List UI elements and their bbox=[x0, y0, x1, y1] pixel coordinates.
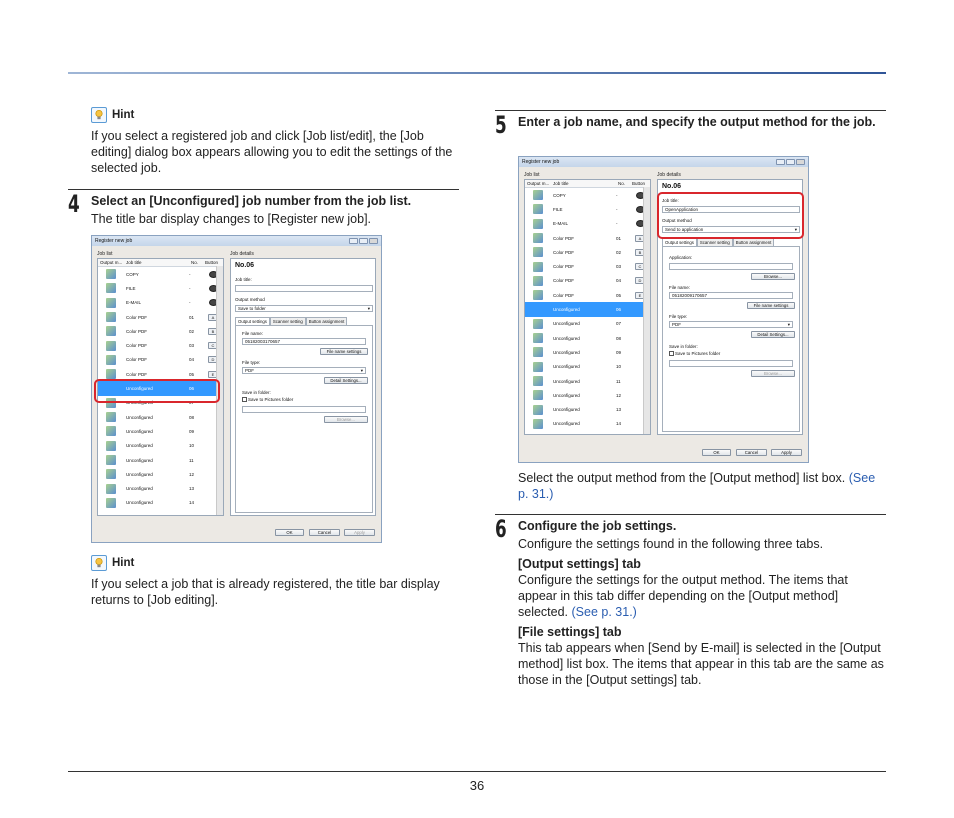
browse-button[interactable]: Browse... bbox=[324, 416, 368, 423]
job-title-cell: Unconfigured bbox=[126, 386, 153, 392]
job-title-cell: Color PDF bbox=[126, 357, 148, 363]
job-title-cell: Color PDF bbox=[553, 235, 575, 241]
job-number-cell: - bbox=[616, 192, 618, 198]
button-assignment-chip: A bbox=[208, 314, 218, 321]
job-number-cell: - bbox=[189, 271, 191, 277]
job-list-row[interactable] bbox=[98, 324, 223, 338]
output-method-icon bbox=[106, 412, 116, 422]
step-number: 6 bbox=[495, 515, 507, 543]
button-assignment-chip: C bbox=[208, 342, 218, 349]
job-number-cell: 06 bbox=[189, 386, 195, 392]
hint-heading bbox=[91, 107, 459, 123]
file-type-label: File type: bbox=[669, 314, 688, 319]
job-details-label: Job details bbox=[657, 172, 681, 178]
job-number-cell: 08 bbox=[616, 335, 622, 341]
job-number-cell: - bbox=[189, 285, 191, 291]
job-number-cell: 05 bbox=[189, 371, 195, 377]
job-title-cell: FILE bbox=[553, 206, 563, 212]
output-method-icon bbox=[106, 426, 116, 436]
step-rule bbox=[68, 189, 459, 190]
tab-scanner-setting[interactable]: Scanner setting bbox=[270, 317, 306, 325]
output-method-icon bbox=[533, 190, 543, 200]
job-list-row[interactable] bbox=[525, 402, 650, 416]
job-title-cell: Unconfigured bbox=[126, 500, 153, 506]
list-scrollbar[interactable] bbox=[643, 187, 650, 434]
job-details-pane bbox=[230, 258, 376, 516]
browse-application-button[interactable]: Browse... bbox=[751, 273, 795, 280]
job-list-row[interactable] bbox=[525, 302, 650, 316]
job-title-cell: FILE bbox=[126, 285, 136, 291]
job-list-row[interactable] bbox=[525, 374, 650, 388]
output-method-icon bbox=[533, 219, 543, 229]
output-method-icon bbox=[533, 290, 543, 300]
step-6 bbox=[495, 515, 886, 688]
job-title-cell: Unconfigured bbox=[126, 400, 153, 406]
tab-button-assignment[interactable]: Button assignment bbox=[306, 317, 348, 325]
job-list-row[interactable] bbox=[525, 417, 650, 431]
job-list-row[interactable] bbox=[98, 410, 223, 424]
button-assignment-chip: E bbox=[208, 371, 218, 378]
file-name-input[interactable]: 05182009170657 bbox=[669, 292, 793, 299]
job-title-label: Job title: bbox=[662, 198, 679, 203]
job-list-row[interactable] bbox=[98, 439, 223, 453]
hint-label: Hint bbox=[112, 109, 135, 121]
file-name-label: File name: bbox=[242, 331, 264, 336]
job-title-cell: Unconfigured bbox=[126, 428, 153, 434]
job-list-row[interactable] bbox=[98, 310, 223, 324]
job-number-cell: 10 bbox=[616, 364, 622, 370]
page-number: 36 bbox=[469, 778, 485, 793]
output-method-icon bbox=[533, 262, 543, 272]
job-number-cell: 14 bbox=[616, 421, 622, 427]
job-title-cell: Unconfigured bbox=[126, 443, 153, 449]
highlight-box bbox=[94, 379, 220, 406]
output-method-icon bbox=[533, 319, 543, 329]
job-title-cell: Unconfigured bbox=[553, 378, 580, 384]
job-list-label: Job list bbox=[97, 251, 113, 257]
hint-heading bbox=[91, 555, 459, 571]
job-number-cell: 07 bbox=[616, 321, 622, 327]
job-number-cell: 04 bbox=[189, 357, 195, 363]
dialog-title: Register new job bbox=[522, 159, 560, 165]
output-method-icon bbox=[533, 276, 543, 286]
job-title-cell: Unconfigured bbox=[553, 392, 580, 398]
tab-panel bbox=[235, 325, 373, 513]
job-number-cell: 01 bbox=[189, 314, 195, 320]
file-name-settings-button[interactable]: File name settings bbox=[320, 348, 368, 355]
output-method-icon bbox=[533, 233, 543, 243]
job-number-cell: 06 bbox=[616, 307, 622, 313]
save-in-folder-label: Save in folder: bbox=[242, 390, 271, 395]
left-column bbox=[91, 107, 459, 176]
job-number-cell: 14 bbox=[189, 500, 195, 506]
application-input[interactable] bbox=[669, 263, 793, 270]
job-list-row[interactable] bbox=[98, 296, 223, 310]
step-title: Enter a job name, and specify the output method for the job. bbox=[518, 115, 876, 129]
output-method-icon bbox=[106, 298, 116, 308]
cancel-button[interactable]: Cancel bbox=[309, 529, 340, 536]
apply-button[interactable]: Apply bbox=[771, 449, 802, 456]
output-method-icon bbox=[533, 204, 543, 214]
hint-text: If you select a job that is already registered, the title bar display returns to [Job editing]. bbox=[91, 577, 440, 607]
tab-button-assignment[interactable]: Button assignment bbox=[733, 238, 775, 246]
job-title-cell: Color PDF bbox=[126, 314, 148, 320]
output-method-icon bbox=[533, 347, 543, 357]
job-list-row[interactable] bbox=[98, 353, 223, 367]
apply-button[interactable]: Apply bbox=[344, 529, 375, 536]
step-4 bbox=[68, 190, 459, 227]
output-method-icon bbox=[106, 326, 116, 336]
job-title-cell: E-MAIL bbox=[553, 221, 569, 227]
button-assignment-chip: D bbox=[635, 277, 645, 284]
hint-text: If you select a registered job and click [Job list/edit], the [Job editing] dialog box appears allowing you to edit the settings of the selected job. bbox=[91, 129, 453, 175]
job-number-cell: 09 bbox=[189, 428, 195, 434]
ok-button[interactable]: OK bbox=[702, 449, 731, 456]
job-list-row[interactable] bbox=[98, 338, 223, 352]
job-list-row[interactable] bbox=[98, 496, 223, 510]
job-number-cell: 11 bbox=[616, 378, 621, 384]
detail-settings-button[interactable]: Detail Settings... bbox=[751, 331, 795, 338]
output-method-icon bbox=[533, 247, 543, 257]
folder-path-input[interactable] bbox=[242, 406, 366, 413]
job-list-row[interactable] bbox=[525, 288, 650, 302]
step-text: Configure the settings found in the following three tabs. bbox=[518, 537, 824, 551]
output-method-icon bbox=[106, 269, 116, 279]
job-list-row[interactable] bbox=[98, 424, 223, 438]
job-list-row[interactable] bbox=[525, 245, 650, 259]
minimize-icon[interactable] bbox=[776, 159, 785, 165]
button-assignment-chip: C bbox=[635, 263, 645, 270]
job-number-cell: 13 bbox=[616, 407, 622, 413]
output-method-icon bbox=[533, 405, 543, 415]
job-title-cell: Unconfigured bbox=[126, 471, 153, 477]
file-type-select[interactable]: PDF ▾ bbox=[669, 321, 793, 328]
close-icon[interactable] bbox=[369, 238, 378, 244]
close-icon[interactable] bbox=[796, 159, 805, 165]
step-title: Select an [Unconfigured] job number from the job list. bbox=[91, 194, 412, 208]
maximize-icon[interactable] bbox=[359, 238, 368, 244]
highlight-box bbox=[657, 192, 804, 239]
job-number-cell: - bbox=[616, 221, 618, 227]
dialog-title: Register new job bbox=[95, 238, 133, 244]
output-method-icon bbox=[106, 469, 116, 479]
job-list-row[interactable] bbox=[98, 453, 223, 467]
job-title-cell: Unconfigured bbox=[126, 486, 153, 492]
job-number-cell: 05 bbox=[616, 292, 622, 298]
job-list-row[interactable] bbox=[98, 481, 223, 495]
job-list-header: Output m... Job title No. Button bbox=[525, 180, 650, 188]
tab-panel bbox=[662, 246, 800, 432]
job-title-cell: Color PDF bbox=[126, 343, 148, 349]
output-method-label: Output method bbox=[662, 218, 692, 223]
output-method-icon bbox=[106, 312, 116, 322]
output-method-label: Output method bbox=[235, 297, 265, 302]
button-assignment-chip: B bbox=[635, 249, 645, 256]
dialog-titlebar bbox=[92, 236, 381, 246]
job-title-cell: Unconfigured bbox=[126, 457, 153, 463]
job-list-header: Output m... Job title No. Button bbox=[98, 259, 223, 267]
step-rule bbox=[495, 514, 886, 515]
button-assignment-chip: E bbox=[635, 292, 645, 299]
see-page-link[interactable]: (See p. 31.) bbox=[518, 471, 876, 501]
job-list-row[interactable] bbox=[525, 188, 650, 202]
job-list-row[interactable] bbox=[525, 345, 650, 359]
job-list-row[interactable] bbox=[525, 317, 650, 331]
file-type-label: File type: bbox=[242, 360, 261, 365]
save-to-pictures-checkbox[interactable]: Save to Pictures folder bbox=[242, 397, 293, 402]
job-title-cell: Color PDF bbox=[553, 249, 575, 255]
job-title-cell: Unconfigured bbox=[553, 307, 580, 313]
job-title-cell: COPY bbox=[126, 271, 139, 277]
tab-output-settings[interactable]: Output settings bbox=[235, 317, 270, 325]
job-number-cell: 10 bbox=[189, 443, 195, 449]
job-title-cell: E-MAIL bbox=[126, 300, 142, 306]
job-number: No.06 bbox=[662, 183, 682, 190]
job-title-cell: Color PDF bbox=[126, 371, 148, 377]
header-rule bbox=[68, 72, 886, 74]
job-list-label: Job list bbox=[524, 172, 540, 178]
settings-tabs[interactable] bbox=[662, 238, 774, 246]
job-number-cell: 07 bbox=[189, 400, 195, 406]
job-number-cell: 08 bbox=[189, 414, 195, 420]
ok-button[interactable]: OK bbox=[275, 529, 304, 536]
file-name-input[interactable]: 0518200317​0657 bbox=[242, 338, 366, 345]
job-title-label: Job title: bbox=[235, 277, 252, 282]
job-title-cell: Unconfigured bbox=[553, 421, 580, 427]
output-method-icon bbox=[106, 441, 116, 451]
job-list-row[interactable] bbox=[525, 259, 650, 273]
job-title-cell: Color PDF bbox=[126, 328, 148, 334]
output-method-icon bbox=[106, 341, 116, 351]
checkbox-icon[interactable] bbox=[669, 351, 674, 356]
tab-output-settings[interactable]: Output settings bbox=[662, 238, 697, 246]
lightbulb-icon bbox=[91, 107, 107, 123]
job-number-cell: 04 bbox=[616, 278, 622, 284]
file-name-label: File name: bbox=[669, 285, 691, 290]
step-5 bbox=[495, 111, 886, 139]
output-method-icon bbox=[106, 369, 116, 379]
job-number-cell: 03 bbox=[189, 343, 195, 349]
job-list-row[interactable] bbox=[98, 467, 223, 481]
output-method-select[interactable]: Save to folder ▾ bbox=[235, 305, 373, 312]
job-number-cell: - bbox=[189, 300, 191, 306]
job-number-cell: 11 bbox=[189, 457, 194, 463]
button-assignment-chip: D bbox=[208, 356, 218, 363]
file-name-settings-button[interactable]: File name settings bbox=[747, 302, 795, 309]
job-list-row[interactable] bbox=[98, 267, 223, 281]
hint-2 bbox=[91, 555, 459, 608]
step-rule bbox=[495, 110, 886, 111]
job-title-cell: Unconfigured bbox=[553, 364, 580, 370]
job-title-cell: Unconfigured bbox=[553, 407, 580, 413]
file-settings-text: This tab appears when [Send by E-mail] is selected in the [Output method] list box. The items that appear in this tab are the same as those in the [Output settings] tab. bbox=[518, 641, 884, 687]
output-method-icon bbox=[106, 355, 116, 365]
checkbox-icon[interactable] bbox=[242, 397, 247, 402]
hint-label: Hint bbox=[112, 557, 135, 569]
job-title-cell: Unconfigured bbox=[126, 414, 153, 420]
job-number-cell: 02 bbox=[616, 249, 622, 255]
button-assignment-chip: A bbox=[635, 235, 645, 242]
button-assignment-chip: B bbox=[208, 328, 218, 335]
job-title-cell: Color PDF bbox=[553, 278, 575, 284]
job-title-cell: Color PDF bbox=[553, 292, 575, 298]
dialog-titlebar bbox=[519, 157, 808, 167]
job-title-cell: COPY bbox=[553, 192, 566, 198]
save-to-pictures-checkbox[interactable]: Save to Pictures folder bbox=[669, 351, 720, 356]
lightbulb-icon bbox=[91, 555, 107, 571]
job-list-row[interactable] bbox=[525, 231, 650, 245]
settings-tabs[interactable] bbox=[235, 317, 347, 325]
step-5-text: Select the output method from the [Output method] list box. (See p. 31.) bbox=[518, 471, 876, 501]
browse-button[interactable]: Browse... bbox=[751, 370, 795, 377]
job-list-row[interactable] bbox=[98, 281, 223, 295]
job-title-cell: Unconfigured bbox=[553, 349, 580, 355]
see-page-link[interactable]: (See p. 31.) bbox=[571, 605, 637, 619]
step-number: 4 bbox=[68, 190, 80, 218]
job-number-cell: 09 bbox=[616, 349, 622, 355]
save-in-folder-label: Save in folder: bbox=[669, 344, 698, 349]
job-details-label: Job details bbox=[230, 251, 254, 257]
tab-scanner-setting[interactable]: Scanner setting bbox=[697, 238, 733, 246]
job-title-input[interactable]: OpenApplication bbox=[662, 206, 800, 213]
job-list-row[interactable] bbox=[525, 331, 650, 345]
output-settings-heading: [Output settings] tab bbox=[518, 557, 641, 571]
job-title-input[interactable] bbox=[235, 285, 373, 292]
job-number-cell: 03 bbox=[616, 264, 622, 270]
job-number: No.06 bbox=[235, 262, 255, 269]
job-list-row[interactable] bbox=[525, 202, 650, 216]
output-method-icon bbox=[533, 419, 543, 429]
maximize-icon[interactable] bbox=[786, 159, 795, 165]
application-label: Application: bbox=[669, 255, 693, 260]
job-number-cell: 12 bbox=[189, 471, 195, 477]
job-list-row[interactable] bbox=[525, 360, 650, 374]
job-title-cell: Unconfigured bbox=[553, 321, 580, 327]
job-list-row[interactable] bbox=[525, 217, 650, 231]
folder-path-input[interactable] bbox=[669, 360, 793, 367]
detail-settings-button[interactable]: Detail Settings... bbox=[324, 377, 368, 384]
job-number-cell: 02 bbox=[189, 328, 195, 334]
job-title-cell: Color PDF bbox=[553, 264, 575, 270]
output-method-icon bbox=[533, 333, 543, 343]
minimize-icon[interactable] bbox=[349, 238, 358, 244]
output-method-icon bbox=[533, 376, 543, 386]
file-settings-heading: [File settings] tab bbox=[518, 625, 622, 639]
step-number: 5 bbox=[495, 111, 507, 139]
footer-rule bbox=[68, 771, 886, 772]
job-number-cell: 01 bbox=[616, 235, 622, 241]
cancel-button[interactable]: Cancel bbox=[736, 449, 767, 456]
output-method-icon bbox=[106, 498, 116, 508]
output-method-icon bbox=[106, 455, 116, 465]
step-text: The title bar display changes to [Register new job]. bbox=[91, 212, 372, 226]
output-method-icon bbox=[106, 283, 116, 293]
job-number-cell: 13 bbox=[189, 486, 195, 492]
output-method-icon bbox=[533, 390, 543, 400]
job-list[interactable] bbox=[524, 179, 651, 435]
file-type-select[interactable]: PDF ▾ bbox=[242, 367, 366, 374]
job-list-row[interactable] bbox=[525, 274, 650, 288]
job-number-cell: 12 bbox=[616, 392, 622, 398]
job-list-row[interactable] bbox=[525, 388, 650, 402]
output-method-icon bbox=[106, 484, 116, 494]
job-title-cell: Unconfigured bbox=[553, 335, 580, 341]
output-method-select[interactable]: Send to application ▾ bbox=[662, 226, 800, 233]
step-title: Configure the job settings. bbox=[518, 519, 677, 533]
job-number-cell: - bbox=[616, 206, 618, 212]
output-settings-text: Configure the settings for the output method. The items that appear in this tab differ depending on the [Output method] selected. (See p. 31.) bbox=[518, 573, 848, 619]
output-method-icon bbox=[533, 362, 543, 372]
